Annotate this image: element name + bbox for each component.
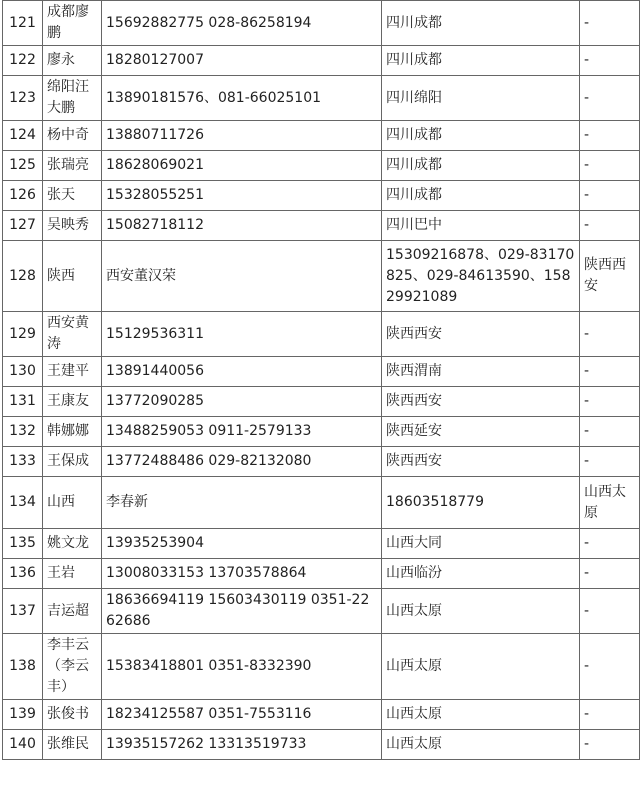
table-row bbox=[3, 151, 640, 181]
name-cell: 王保成 bbox=[43, 447, 102, 477]
row-number: 128 bbox=[3, 241, 43, 312]
row-number: 121 bbox=[3, 1, 43, 46]
table-row bbox=[3, 700, 640, 730]
table-row bbox=[3, 730, 640, 760]
name-cell: 张俊书 bbox=[43, 700, 102, 730]
table-row bbox=[3, 387, 640, 417]
phone-cell: 13890181576、081-66025101 bbox=[102, 76, 382, 121]
name-cell: 绵阳汪大鹏 bbox=[43, 76, 102, 121]
remark-cell: - bbox=[580, 181, 640, 211]
remark-cell: - bbox=[580, 529, 640, 559]
location-cell: 15309216878、029-83170825、029-84613590、15829921089 bbox=[382, 241, 580, 312]
phone-cell: 李春新 bbox=[102, 477, 382, 529]
row-number: 139 bbox=[3, 700, 43, 730]
name-cell: 李丰云（李云丰） bbox=[43, 634, 102, 700]
table-row bbox=[3, 211, 640, 241]
name-cell: 杨中奇 bbox=[43, 121, 102, 151]
location-cell: 四川绵阳 bbox=[382, 76, 580, 121]
phone-cell: 13772090285 bbox=[102, 387, 382, 417]
row-number: 131 bbox=[3, 387, 43, 417]
phone-cell: 13772488486 029-82132080 bbox=[102, 447, 382, 477]
row-number: 129 bbox=[3, 312, 43, 357]
location-cell: 四川成都 bbox=[382, 151, 580, 181]
remark-cell: - bbox=[580, 76, 640, 121]
phone-cell: 13008033153 13703578864 bbox=[102, 559, 382, 589]
table-row bbox=[3, 559, 640, 589]
remark-cell: - bbox=[580, 151, 640, 181]
table-row bbox=[3, 634, 640, 700]
name-cell: 王康友 bbox=[43, 387, 102, 417]
location-cell: 山西太原 bbox=[382, 634, 580, 700]
remark-cell: - bbox=[580, 634, 640, 700]
table-body bbox=[3, 1, 640, 760]
table-row bbox=[3, 1, 640, 46]
table-row bbox=[3, 529, 640, 559]
phone-cell: 13880711726 bbox=[102, 121, 382, 151]
remark-cell: - bbox=[580, 211, 640, 241]
location-cell: 四川成都 bbox=[382, 46, 580, 76]
location-cell: 陕西渭南 bbox=[382, 357, 580, 387]
phone-cell: 15383418801 0351-8332390 bbox=[102, 634, 382, 700]
phone-cell: 15692882775 028-86258194 bbox=[102, 1, 382, 46]
table-row bbox=[3, 46, 640, 76]
row-number: 134 bbox=[3, 477, 43, 529]
row-number: 132 bbox=[3, 417, 43, 447]
remark-cell: - bbox=[580, 312, 640, 357]
phone-cell: 13891440056 bbox=[102, 357, 382, 387]
remark-cell: - bbox=[580, 121, 640, 151]
table-row bbox=[3, 417, 640, 447]
contact-table bbox=[2, 0, 640, 760]
location-cell: 四川成都 bbox=[382, 1, 580, 46]
table-row bbox=[3, 477, 640, 529]
phone-cell: 15328055251 bbox=[102, 181, 382, 211]
row-number: 137 bbox=[3, 589, 43, 634]
row-number: 125 bbox=[3, 151, 43, 181]
location-cell: 山西太原 bbox=[382, 589, 580, 634]
remark-cell: - bbox=[580, 559, 640, 589]
remark-cell: - bbox=[580, 387, 640, 417]
row-number: 133 bbox=[3, 447, 43, 477]
phone-cell: 18636694119 15603430119 0351-2262686 bbox=[102, 589, 382, 634]
table-row bbox=[3, 76, 640, 121]
name-cell: 张瑞亮 bbox=[43, 151, 102, 181]
table-row bbox=[3, 357, 640, 387]
remark-cell: - bbox=[580, 730, 640, 760]
location-cell: 山西太原 bbox=[382, 700, 580, 730]
phone-cell: 18234125587 0351-7553116 bbox=[102, 700, 382, 730]
phone-cell: 西安董汉荣 bbox=[102, 241, 382, 312]
phone-cell: 13935253904 bbox=[102, 529, 382, 559]
location-cell: 陕西延安 bbox=[382, 417, 580, 447]
remark-cell: - bbox=[580, 1, 640, 46]
phone-cell: 15129536311 bbox=[102, 312, 382, 357]
phone-cell: 15082718112 bbox=[102, 211, 382, 241]
name-cell: 山西 bbox=[43, 477, 102, 529]
table-row bbox=[3, 121, 640, 151]
location-cell: 四川巴中 bbox=[382, 211, 580, 241]
table-row bbox=[3, 312, 640, 357]
name-cell: 吉运超 bbox=[43, 589, 102, 634]
location-cell: 18603518779 bbox=[382, 477, 580, 529]
name-cell: 王建平 bbox=[43, 357, 102, 387]
name-cell: 吴映秀 bbox=[43, 211, 102, 241]
row-number: 135 bbox=[3, 529, 43, 559]
name-cell: 姚文龙 bbox=[43, 529, 102, 559]
row-number: 124 bbox=[3, 121, 43, 151]
table-row bbox=[3, 241, 640, 312]
row-number: 126 bbox=[3, 181, 43, 211]
location-cell: 山西临汾 bbox=[382, 559, 580, 589]
location-cell: 山西大同 bbox=[382, 529, 580, 559]
remark-cell: - bbox=[580, 700, 640, 730]
phone-cell: 13488259053 0911-2579133 bbox=[102, 417, 382, 447]
remark-cell: - bbox=[580, 417, 640, 447]
remark-cell: 陕西西安 bbox=[580, 241, 640, 312]
name-cell: 张维民 bbox=[43, 730, 102, 760]
phone-cell: 18280127007 bbox=[102, 46, 382, 76]
table-row bbox=[3, 589, 640, 634]
name-cell: 廖永 bbox=[43, 46, 102, 76]
remark-cell: 山西太原 bbox=[580, 477, 640, 529]
location-cell: 山西太原 bbox=[382, 730, 580, 760]
name-cell: 张天 bbox=[43, 181, 102, 211]
location-cell: 四川成都 bbox=[382, 121, 580, 151]
name-cell: 王岩 bbox=[43, 559, 102, 589]
location-cell: 陕西西安 bbox=[382, 312, 580, 357]
phone-cell: 18628069021 bbox=[102, 151, 382, 181]
remark-cell: - bbox=[580, 589, 640, 634]
row-number: 136 bbox=[3, 559, 43, 589]
name-cell: 陕西 bbox=[43, 241, 102, 312]
table-row bbox=[3, 447, 640, 477]
location-cell: 陕西西安 bbox=[382, 447, 580, 477]
row-number: 127 bbox=[3, 211, 43, 241]
location-cell: 四川成都 bbox=[382, 181, 580, 211]
row-number: 123 bbox=[3, 76, 43, 121]
remark-cell: - bbox=[580, 46, 640, 76]
name-cell: 成都廖鹏 bbox=[43, 1, 102, 46]
remark-cell: - bbox=[580, 447, 640, 477]
name-cell: 西安黄涛 bbox=[43, 312, 102, 357]
row-number: 130 bbox=[3, 357, 43, 387]
remark-cell: - bbox=[580, 357, 640, 387]
row-number: 122 bbox=[3, 46, 43, 76]
location-cell: 陕西西安 bbox=[382, 387, 580, 417]
row-number: 140 bbox=[3, 730, 43, 760]
phone-cell: 13935157262 13313519733 bbox=[102, 730, 382, 760]
table-row bbox=[3, 181, 640, 211]
row-number: 138 bbox=[3, 634, 43, 700]
name-cell: 韩娜娜 bbox=[43, 417, 102, 447]
